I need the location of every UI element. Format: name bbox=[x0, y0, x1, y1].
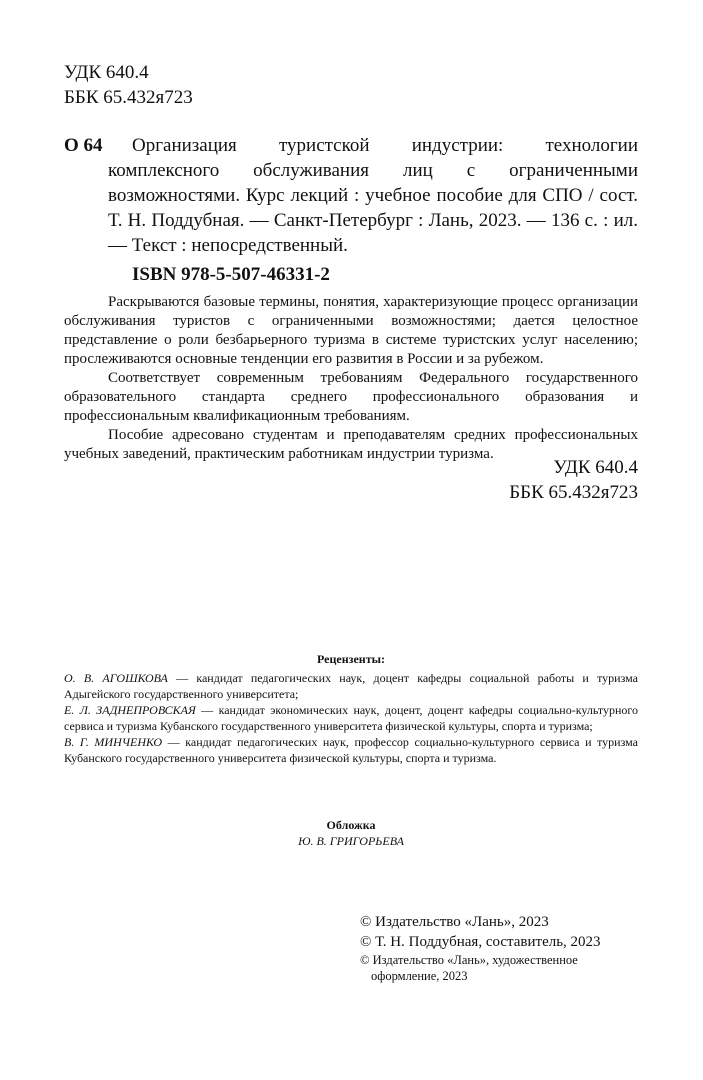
annotation-paragraph: Соответствует современным требованиям Федерального государственного образовательного стандарта среднего профессионального образования и профессиональным квалификационным требованиям. bbox=[64, 370, 638, 424]
top-udk-code: УДК 640.4 bbox=[64, 62, 149, 83]
reviewer-name: О. В. АГОШКОВА bbox=[64, 671, 168, 685]
top-bbk-code: ББК 65.432я723 bbox=[64, 87, 193, 108]
reviewer-description: — кандидат педагогических наук, профессор социально-культурного сервиса и туризма Кубанского государственного университета физической культуры, спорта и туризма. bbox=[64, 735, 638, 765]
reviewer-item bbox=[64, 734, 638, 766]
author-mark: О 64 bbox=[64, 135, 103, 156]
cover-credit bbox=[64, 817, 638, 849]
annotation-paragraph: Раскрываются базовые термины, понятия, характеризующие процесс организации обслуживания туристов с ограниченными возможностями; дается целостное представление о роли безбарьерного туризма в системе туристских услуг населению; прослеживаются основные тенденции его развития в России и за рубежом. bbox=[64, 294, 638, 367]
top-classification-codes bbox=[64, 60, 193, 110]
cover-credit-author: Ю. В. ГРИГОРЬЕВА bbox=[298, 834, 404, 848]
reviewer-name: В. Г. МИНЧЕНКО bbox=[64, 735, 163, 749]
copyright-design bbox=[360, 952, 640, 984]
reviewers-heading: Рецензенты: bbox=[317, 652, 385, 666]
reviewer-item bbox=[64, 670, 638, 702]
copyright-block bbox=[360, 912, 640, 984]
annotation-paragraph: Пособие адресовано студентам и преподавателям средних профессиональных учебных заведений, практическим работникам индустрии туризма. bbox=[64, 427, 638, 462]
bottom-udk-code: УДК 640.4 bbox=[553, 457, 638, 478]
reviewer-name: Е. Л. ЗАДНЕПРОВСКАЯ bbox=[64, 703, 196, 717]
bottom-bbk-code: ББК 65.432я723 bbox=[509, 482, 638, 503]
reviewer-description: — кандидат педагогических наук, доцент кафедры социальной работы и туризма Адыгейского государственного университета; bbox=[64, 671, 638, 701]
reviewer-item bbox=[64, 702, 638, 734]
bottom-classification-codes bbox=[438, 455, 638, 505]
cover-credit-title: Обложка bbox=[326, 818, 376, 832]
reviewer-description: — кандидат экономических наук, доцент, доцент кафедры социально-культурного сервиса и туризма Кубанского государственного университета физической культуры, спорта и туризма; bbox=[64, 703, 638, 733]
copyright-line: © Издательство «Лань», художественное bbox=[360, 953, 578, 967]
reviewers-section bbox=[64, 651, 638, 766]
copyright-line: оформление, 2023 bbox=[371, 969, 468, 983]
copyright-line: © Издательство «Лань», 2023 bbox=[360, 914, 549, 930]
copyright-line: © Т. Н. Поддубная, составитель, 2023 bbox=[360, 934, 601, 950]
isbn: ISBN 978-5-507-46331-2 bbox=[132, 264, 330, 285]
annotation bbox=[64, 293, 638, 464]
bibliographic-entry: Организация туристской индустрии: технологии комплексного обслуживания лиц с ограниченными возможностями. Курс лекций : учебное пособие для СПО / сост. Т. Н. Поддубная. — Санкт-Петербург : Лань, 2023. — 136 с. : ил. — Текст : непосредственный. bbox=[108, 135, 638, 256]
